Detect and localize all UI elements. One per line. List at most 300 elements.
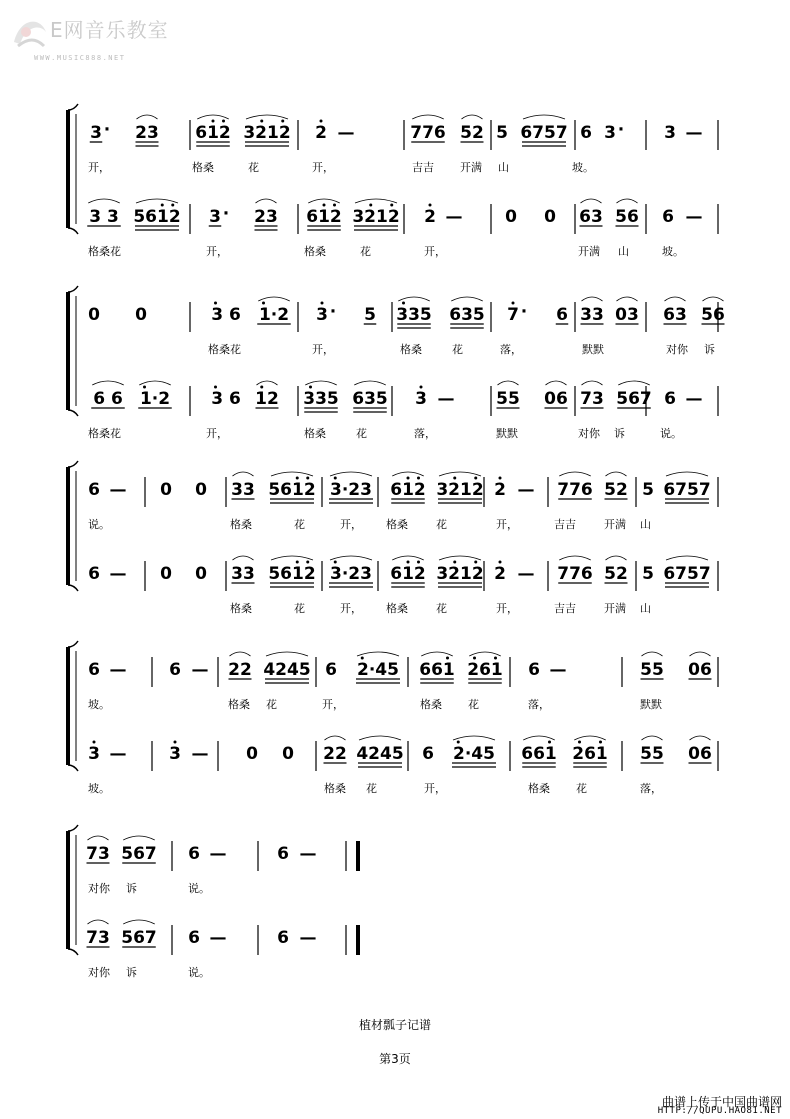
note-group: 0 (160, 480, 172, 500)
note-group: 3 3 (89, 207, 119, 227)
note-group: 6 (277, 928, 289, 948)
octave-dot (171, 204, 174, 207)
lyric: 格桑 (304, 245, 326, 258)
sustain-dash: — (437, 389, 455, 409)
slur-arc (665, 297, 686, 301)
note-group: 22 (228, 660, 252, 680)
note-group: 73 (580, 389, 604, 409)
octave-dot (260, 386, 263, 389)
lyric: 开， (322, 698, 344, 711)
slur-arc (257, 381, 278, 385)
slur-arc (88, 920, 109, 924)
slur-arc (666, 472, 708, 476)
note-group: 612 (306, 207, 342, 227)
note-group: 6757 (520, 123, 568, 143)
octave-dot (578, 741, 581, 744)
lyric: 诉 (614, 427, 625, 440)
note-group: 6 6 (93, 389, 123, 409)
bracket-bottom-hook (68, 410, 78, 416)
lyric: 开， (206, 245, 228, 258)
slur-arc (421, 652, 453, 656)
octave-dot (474, 561, 477, 564)
slur-arc (266, 652, 308, 656)
lyric: 格桑 (386, 602, 408, 615)
sustain-dash: — (337, 123, 355, 143)
lyric: 花 (436, 602, 447, 615)
bracket-bottom-hook (68, 585, 78, 591)
slur-arc (523, 736, 555, 740)
octave-dot (369, 204, 372, 207)
lyric: 格桑 (304, 427, 326, 440)
note-group: 2 (315, 123, 327, 143)
octave-dot (453, 477, 456, 480)
note-group: 52 (460, 123, 484, 143)
octave-dot (457, 741, 460, 744)
note-group: 0 (160, 564, 172, 584)
slur-arc (606, 472, 627, 476)
lyric: 开满 (578, 245, 600, 258)
slur-arc (354, 381, 386, 385)
octave-dot (212, 120, 215, 123)
slur-arc (271, 556, 313, 560)
note-group: 33 (231, 480, 255, 500)
octave-dot (143, 386, 146, 389)
note-group: 1·2 (139, 389, 171, 409)
note-group: 635 (449, 305, 485, 325)
slur-arc (392, 472, 424, 476)
lyric: 花 (356, 427, 367, 440)
octave-dot (494, 657, 497, 660)
octave-dot (499, 477, 502, 480)
lyric: 山 (618, 245, 629, 258)
note-group: 6 (88, 480, 100, 500)
lyric: 格桑花 (88, 427, 121, 440)
note-group: 6757 (663, 480, 711, 500)
sustain-dash: — (517, 564, 535, 584)
slur-arc (559, 556, 591, 560)
lyric: 开满 (604, 602, 626, 615)
slur-arc (139, 381, 171, 385)
octave-dot (474, 477, 477, 480)
lyric: 开， (312, 161, 334, 174)
transcriber-credit: 植材瓢子记谱 (358, 1018, 431, 1032)
octave-dot (390, 204, 393, 207)
note-group: 0 (135, 305, 147, 325)
lyric: 格桑 (230, 602, 252, 615)
slur-arc (123, 920, 155, 924)
note-group: 2 (494, 480, 506, 500)
lyric: 坡。 (88, 782, 110, 795)
sustain-dash: — (191, 744, 209, 764)
note-group: 63 (579, 207, 603, 227)
note-group: 55 (640, 744, 664, 764)
octave-dot (321, 302, 324, 305)
slur-arc (546, 381, 567, 385)
lyric: 花 (266, 698, 277, 711)
note-group: 2·45 (453, 744, 495, 764)
note-group: 6 (277, 844, 289, 864)
lyric: 花 (294, 518, 305, 531)
watermark-url: WWW.MUSIC888.NET (34, 54, 126, 62)
note-group: 612 (195, 123, 231, 143)
note-group: 56 (615, 207, 639, 227)
lyric: 格桑 (324, 782, 346, 795)
lyric: 格桑 (192, 161, 214, 174)
note-group: 6 (88, 564, 100, 584)
note-group: 635 (352, 389, 388, 409)
note-group: 5612 (133, 207, 181, 227)
note-group: 0 (88, 305, 100, 325)
lyric: 山 (640, 602, 651, 615)
slur-arc (618, 381, 650, 385)
note-group: 3 (209, 207, 221, 227)
lyric: 格桑 (386, 518, 408, 531)
note-group: 6 (580, 123, 592, 143)
octave-dot (548, 741, 551, 744)
note-group: 63 (663, 305, 687, 325)
note-group: 3 (415, 389, 427, 409)
bracket-top-hook (68, 104, 78, 110)
bracket-top-hook (68, 286, 78, 292)
slur-arc (305, 381, 337, 385)
octave-dot (512, 302, 515, 305)
slur-arc (233, 556, 254, 560)
note-group: 55 (640, 660, 664, 680)
octave-dot (296, 561, 299, 564)
bracket-top-hook (68, 825, 78, 831)
slur-arc (355, 199, 397, 203)
note-group: 5612 (268, 480, 316, 500)
slur-arc (412, 115, 444, 119)
slur-arc (462, 115, 483, 119)
slur-arc (357, 652, 399, 656)
slur-arc (523, 115, 565, 119)
note-group: 5612 (268, 564, 316, 584)
sustain-dash: — (445, 207, 463, 227)
slur-arc (197, 115, 229, 119)
note-group: 3 (169, 744, 181, 764)
note-group: 4245 (263, 660, 311, 680)
octave-dot (260, 120, 263, 123)
sustain-dash: — (299, 928, 317, 948)
note-group: 2·45 (357, 660, 399, 680)
octave-dot (306, 561, 309, 564)
lyric: 格桑 (228, 698, 250, 711)
octave-dot (599, 741, 602, 744)
note-group: 73 (86, 844, 110, 864)
note-group: 776 (410, 123, 446, 143)
note-group: 3 (316, 305, 328, 325)
octave-dot (473, 657, 476, 660)
note-group: 6 (169, 660, 181, 680)
lyric: 花 (360, 245, 371, 258)
note-group: 6 (88, 660, 100, 680)
slur-arc (330, 556, 372, 560)
slur-arc (582, 297, 603, 301)
lyric: 默默 (582, 343, 604, 356)
bracket-bottom-hook (68, 228, 78, 234)
sustain-dash: — (209, 844, 227, 864)
sustain-dash: — (109, 660, 127, 680)
octave-dot (453, 561, 456, 564)
lyric: 说。 (188, 966, 210, 979)
octave-dot (429, 204, 432, 207)
sustain-dash: — (299, 844, 317, 864)
octave-dot (214, 386, 217, 389)
lyric: 落， (640, 782, 662, 795)
note-group: 0 (282, 744, 294, 764)
sustain-dash: — (109, 480, 127, 500)
lyric: 格桑 (400, 343, 422, 356)
note-group: 661 (419, 660, 455, 680)
slur-arc (439, 556, 481, 560)
note-group: 22 (323, 744, 347, 764)
lyric: 对你 (88, 966, 110, 979)
lyric: 山 (498, 161, 509, 174)
note-group: 6 (664, 389, 676, 409)
note-group: 567 (616, 389, 652, 409)
note-group: 6 (422, 744, 434, 764)
octave-dot (420, 386, 423, 389)
octave-dot (323, 204, 326, 207)
slur-arc (453, 736, 495, 740)
bracket-top-hook (68, 461, 78, 467)
slur-arc (642, 652, 663, 656)
note-group: 4245 (356, 744, 404, 764)
slur-arc (690, 736, 711, 740)
slur-arc (498, 381, 519, 385)
octave-dot (361, 657, 364, 660)
note-group: 567 (121, 928, 157, 948)
note-group: 567 (121, 844, 157, 864)
slur-arc (469, 652, 501, 656)
note-group: 33 (580, 305, 604, 325)
lyric: 格桑花 (88, 245, 121, 258)
augmentation-dot: · (329, 302, 337, 322)
note-group: 23 (135, 123, 159, 143)
bracket-bottom-hook (68, 949, 78, 955)
note-group: 03 (615, 305, 639, 325)
lyric: 坡。 (572, 161, 594, 174)
note-group: 06 (688, 744, 712, 764)
sustain-dash: — (685, 123, 703, 143)
slur-arc (666, 556, 708, 560)
octave-dot (417, 477, 420, 480)
octave-dot (333, 204, 336, 207)
sustain-dash: — (685, 389, 703, 409)
lyric: 花 (366, 782, 377, 795)
slur-arc (581, 199, 602, 203)
note-group: 6 (556, 305, 568, 325)
note-group: 3 6 (211, 389, 241, 409)
slur-arc (582, 381, 603, 385)
slur-arc (574, 736, 606, 740)
sustain-dash: — (549, 660, 567, 680)
octave-dot (296, 477, 299, 480)
lyric: 开满 (604, 518, 626, 531)
lyric: 花 (452, 343, 463, 356)
lyric: 说。 (188, 882, 210, 895)
sustain-dash: — (209, 928, 227, 948)
octave-dot (334, 561, 337, 564)
note-group: 661 (521, 744, 557, 764)
lyric: 开， (496, 602, 518, 615)
note-group: 3 (664, 123, 676, 143)
bracket-top-hook (68, 641, 78, 647)
lyric: 说。 (660, 427, 682, 440)
slur-arc (617, 297, 638, 301)
slur-arc (392, 556, 424, 560)
slur-arc (617, 199, 638, 203)
octave-dot (161, 204, 164, 207)
lyric: 花 (468, 698, 479, 711)
lyric: 诉 (126, 966, 137, 979)
lyric: 落， (414, 427, 436, 440)
lyric: 开， (88, 161, 110, 174)
octave-dot (407, 477, 410, 480)
slur-arc (642, 736, 663, 740)
lyric: 落， (500, 343, 522, 356)
note-group: 56 (701, 305, 725, 325)
note-group: 12 (255, 389, 279, 409)
octave-dot (222, 120, 225, 123)
slur-arc (271, 472, 313, 476)
note-group: 0 (544, 207, 556, 227)
slur-arc (559, 472, 591, 476)
note-group: 6 (662, 207, 674, 227)
lyric: 诉 (126, 882, 137, 895)
note-group: 6 (188, 844, 200, 864)
octave-dot (93, 741, 96, 744)
note-group: 5 (642, 480, 654, 500)
note-group: 73 (86, 928, 110, 948)
lyric: 对你 (88, 882, 110, 895)
lyric: 格桑 (420, 698, 442, 711)
note-group: 1·2 (258, 305, 290, 325)
slur-arc (325, 736, 346, 740)
lyric: 对你 (666, 343, 688, 356)
lyric: 诉 (704, 343, 715, 356)
note-group: 3212 (436, 564, 484, 584)
sustain-dash: — (517, 480, 535, 500)
note-group: 52 (604, 480, 628, 500)
lyric: 对你 (578, 427, 600, 440)
slur-arc (398, 297, 430, 301)
note-group: 0 (195, 480, 207, 500)
slur-arc (359, 736, 401, 740)
note-group: 3 (604, 123, 616, 143)
note-group: 612 (390, 564, 426, 584)
note-group: 3212 (243, 123, 291, 143)
note-group: 2 (494, 564, 506, 584)
lyric: 默默 (640, 698, 662, 711)
note-group: 6 (528, 660, 540, 680)
lyric: 开， (340, 602, 362, 615)
slur-arc (246, 115, 288, 119)
source-site-label: 曲谱上传于中国曲谱网 (661, 1095, 782, 1109)
note-group: 55 (496, 389, 520, 409)
octave-dot (306, 477, 309, 480)
lyric: 坡。 (88, 698, 110, 711)
lyric: 花 (294, 602, 305, 615)
note-group: 3 6 (211, 305, 241, 325)
octave-dot (407, 561, 410, 564)
lyric: 落， (528, 698, 550, 711)
note-group: 5 (364, 305, 376, 325)
slur-arc (606, 556, 627, 560)
lyric: 山 (640, 518, 651, 531)
octave-dot (214, 302, 217, 305)
sustain-dash: — (191, 660, 209, 680)
lyric: 说。 (88, 518, 110, 531)
slur-arc (230, 652, 251, 656)
lyric: 花 (576, 782, 587, 795)
octave-dot (499, 561, 502, 564)
page-number: 第3页 (379, 1052, 411, 1066)
note-group: 06 (688, 660, 712, 680)
lyric: 开满 (460, 161, 482, 174)
lyric: 开， (206, 427, 228, 440)
slur-arc (258, 297, 290, 301)
lyric: 开， (424, 782, 446, 795)
slur-arc (703, 297, 724, 301)
octave-dot (402, 302, 405, 305)
note-group: 3·23 (330, 564, 372, 584)
lyric: 默默 (496, 427, 518, 440)
note-group: 06 (544, 389, 568, 409)
octave-dot (174, 741, 177, 744)
note-group: 5 (642, 564, 654, 584)
sustain-dash: — (109, 564, 127, 584)
note-group: 3212 (352, 207, 400, 227)
note-group: 261 (572, 744, 608, 764)
lyric: 吉吉 (554, 518, 576, 531)
note-group: 2 (424, 207, 436, 227)
lyric: 吉吉 (412, 161, 434, 174)
lyric: 格桑 (230, 518, 252, 531)
note-group: 5 (496, 123, 508, 143)
note-group: 776 (557, 564, 593, 584)
octave-dot (334, 477, 337, 480)
note-group: 335 (396, 305, 432, 325)
note-group: 0 (195, 564, 207, 584)
lyric: 花 (248, 161, 259, 174)
note-group: 33 (231, 564, 255, 584)
octave-dot (320, 120, 323, 123)
octave-dot (281, 120, 284, 123)
slur-arc (330, 472, 372, 476)
slur-arc (233, 472, 254, 476)
note-group: 0 (246, 744, 258, 764)
slur-arc (123, 836, 155, 840)
slur-arc (92, 381, 124, 385)
lyric: 开， (340, 518, 362, 531)
slur-arc (256, 199, 277, 203)
watermark-site-name: E网音乐教室 (50, 18, 169, 42)
sustain-dash: — (109, 744, 127, 764)
source-site-url: HTTP://QUPU.HAO81.NET (657, 1106, 782, 1116)
note-group: 23 (254, 207, 278, 227)
note-group: 3 (88, 744, 100, 764)
slur-arc (88, 199, 120, 203)
note-group: 776 (557, 480, 593, 500)
note-group: 3·23 (330, 480, 372, 500)
slur-arc (136, 199, 178, 203)
slur-arc (88, 836, 109, 840)
octave-dot (417, 561, 420, 564)
note-group: 335 (303, 389, 339, 409)
lyric: 吉吉 (554, 602, 576, 615)
